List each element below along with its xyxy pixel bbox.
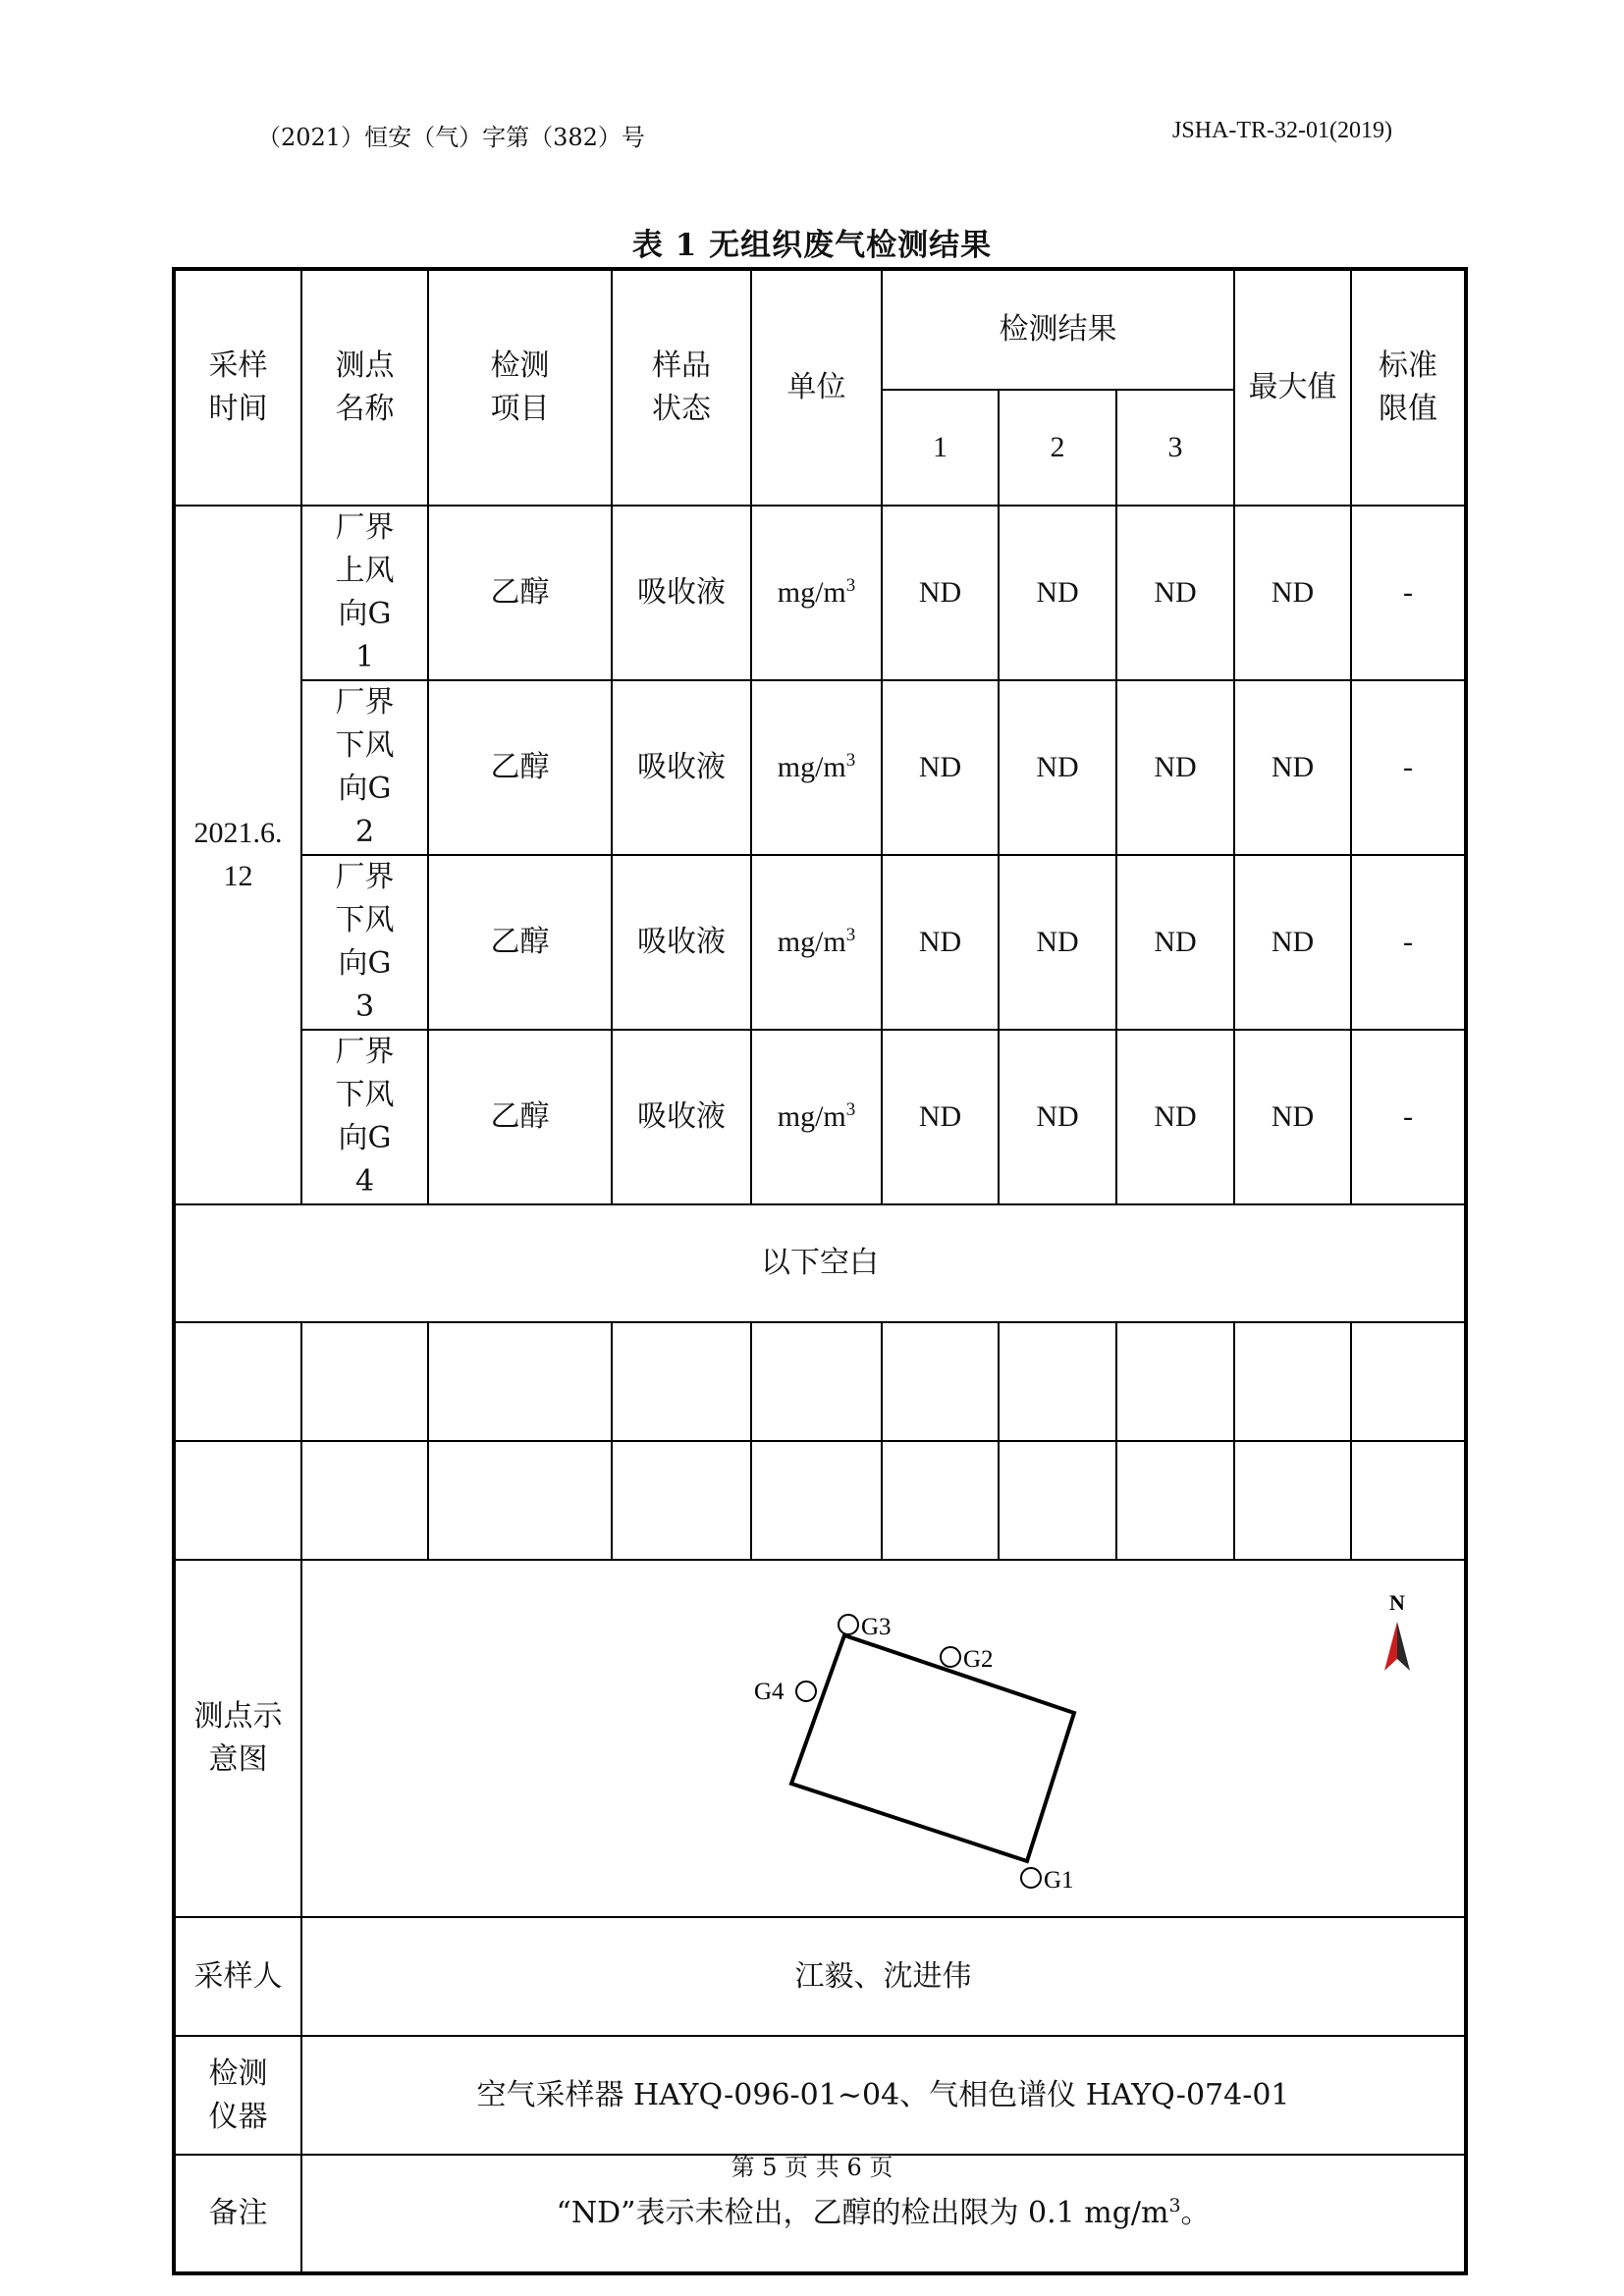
header-max: 最大值 — [1234, 269, 1351, 506]
point-name: 厂界上风向G1 — [301, 506, 428, 680]
limit-value: - — [1351, 1030, 1466, 1204]
sample-state: 吸收液 — [612, 506, 751, 680]
point-name: 厂界下风向G4 — [301, 1030, 428, 1204]
max-value: ND — [1234, 1030, 1351, 1204]
result-3: ND — [1116, 855, 1234, 1030]
g2-label: G2 — [963, 1646, 994, 1673]
sampler-label: 采样人 — [174, 1917, 301, 2036]
test-item: 乙醇 — [428, 855, 612, 1030]
site-map-drawing — [302, 1561, 1465, 1916]
map-label: 测点示意图 — [174, 1560, 301, 1917]
form-code: JSHA-TR-32-01(2019) — [1172, 118, 1392, 143]
max-value: ND — [1234, 506, 1351, 680]
results-table — [172, 267, 1468, 2275]
test-item: 乙醇 — [428, 506, 612, 680]
header-state: 样品状态 — [612, 269, 751, 506]
north-arrow-icon — [1384, 1622, 1410, 1671]
unit: $mg/m^3$ — [751, 506, 882, 680]
header-point: 测点名称 — [301, 269, 428, 506]
result-2: ND — [999, 680, 1116, 855]
unit: $mg/m^3$ — [751, 1030, 882, 1204]
result-2: ND — [999, 1030, 1116, 1204]
sampler-names: 江毅、沈进伟 — [301, 1917, 1466, 2036]
table-row — [174, 680, 1466, 855]
result-1: ND — [882, 855, 999, 1030]
g1-marker — [1021, 1868, 1041, 1888]
table-row — [174, 1030, 1466, 1204]
header-result-3: 3 — [1116, 390, 1234, 506]
sample-state: 吸收液 — [612, 1030, 751, 1204]
site-map — [301, 1560, 1466, 1917]
empty-row — [174, 1441, 1466, 1560]
table-title: 表 1 无组织废气检测结果 — [631, 228, 993, 263]
limit-value: - — [1351, 680, 1466, 855]
header-unit: 单位 — [751, 269, 882, 506]
limit-value: - — [1351, 506, 1466, 680]
instrument-list: 空气采样器 HAYQ-096-01~04、气相色谱仪 HAYQ-074-01 — [301, 2036, 1466, 2155]
instrument-label: 检测仪器 — [174, 2036, 301, 2155]
g4-marker — [796, 1682, 816, 1701]
empty-row — [174, 1322, 1466, 1441]
table-row — [174, 855, 1466, 1030]
result-1: ND — [882, 680, 999, 855]
result-3: ND — [1116, 1030, 1234, 1204]
header-result-2: 2 — [999, 390, 1116, 506]
header-item: 检测项目 — [428, 269, 612, 506]
test-item: 乙醇 — [428, 680, 612, 855]
result-2: ND — [999, 506, 1116, 680]
header-results: 检测结果 — [882, 269, 1234, 390]
blank-note: 以下空白 — [174, 1204, 1466, 1322]
table-row — [174, 506, 1466, 680]
g2-marker — [941, 1647, 960, 1667]
unit: $mg/m^3$ — [751, 855, 882, 1030]
remark-label: 备注 — [174, 2155, 301, 2273]
remark-text: “ND”表示未检出，乙醇的检出限为 0.1 $mg/m^3$。 — [301, 2155, 1466, 2273]
sample-state: 吸收液 — [612, 855, 751, 1030]
point-name: 厂界下风向G2 — [301, 680, 428, 855]
site-boundary — [791, 1635, 1074, 1861]
result-1: ND — [882, 1030, 999, 1204]
g3-marker — [839, 1615, 858, 1634]
sample-state: 吸收液 — [612, 680, 751, 855]
page-footer: 第 5 页 共 6 页 — [731, 2154, 893, 2181]
g3-label: G3 — [861, 1614, 892, 1640]
north-label: N — [1389, 1590, 1405, 1615]
report-number: （2021）恒安（气）字第（382）号 — [257, 124, 645, 151]
sample-date: 2021.6.12 — [174, 506, 301, 1204]
test-item: 乙醇 — [428, 1030, 612, 1204]
g4-label: G4 — [754, 1679, 785, 1705]
point-name: 厂界下风向G3 — [301, 855, 428, 1030]
limit-value: - — [1351, 855, 1466, 1030]
result-3: ND — [1116, 506, 1234, 680]
max-value: ND — [1234, 680, 1351, 855]
header-result-1: 1 — [882, 390, 999, 506]
g1-label: G1 — [1044, 1867, 1074, 1894]
unit: $mg/m^3$ — [751, 680, 882, 855]
header-time: 采样时间 — [174, 269, 301, 506]
result-2: ND — [999, 855, 1116, 1030]
max-value: ND — [1234, 855, 1351, 1030]
header-limit: 标准限值 — [1351, 269, 1466, 506]
result-1: ND — [882, 506, 999, 680]
result-3: ND — [1116, 680, 1234, 855]
